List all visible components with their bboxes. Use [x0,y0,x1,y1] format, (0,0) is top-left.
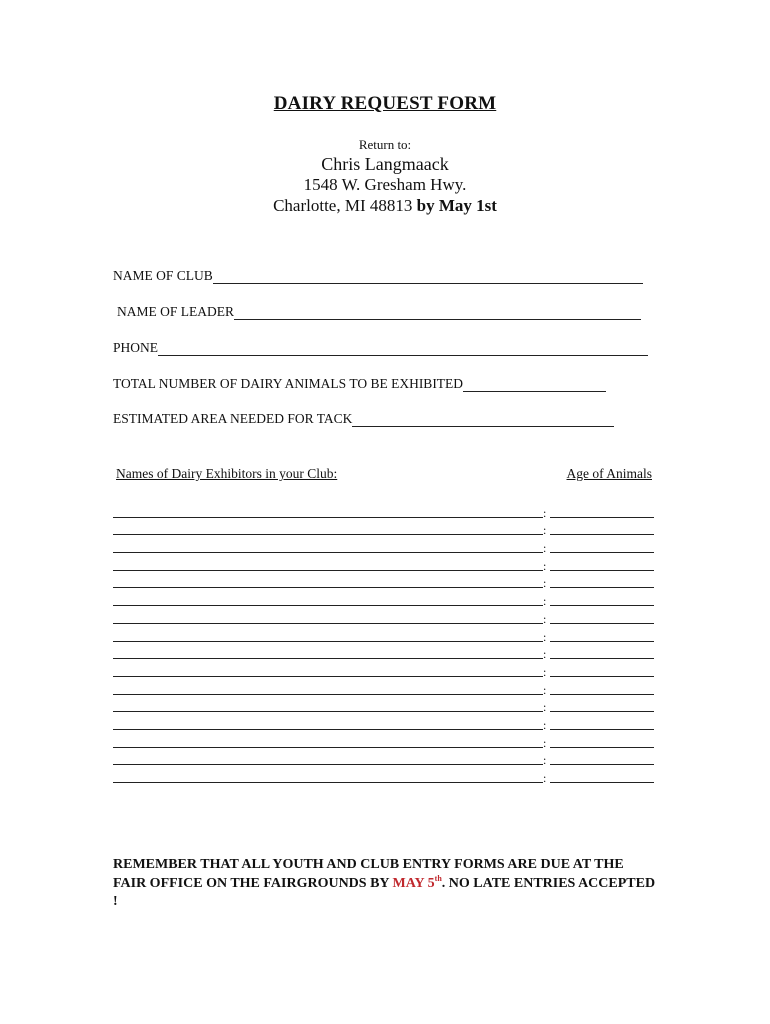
exhibitor-row [113,571,654,589]
exhibitor-row [113,588,654,609]
row-separator: : [543,753,547,768]
exhibitor-row [113,518,654,536]
club-name-line[interactable] [213,269,643,284]
leader-name-line[interactable] [234,305,641,320]
row-separator: : [543,735,547,750]
row-separator: : [543,664,547,679]
row-separator: : [543,771,547,785]
tack-area-label: ESTIMATED AREA NEEDED FOR TACK [113,411,353,426]
exhibitor-row [113,606,654,624]
contact-city-deadline [0,196,770,216]
exhibitor-row [113,500,654,518]
row-separator: : [543,558,547,573]
row-separator: : [543,629,547,644]
animal-count-label: TOTAL NUMBER OF DAIRY ANIMALS TO BE EXHIBITED [113,376,464,391]
phone-field[interactable] [113,340,648,356]
animal-count-line[interactable] [463,377,606,392]
exhibitor-row [113,748,654,766]
tack-area-line[interactable] [352,412,614,427]
row-separator: : [543,611,547,626]
row-separator: : [543,576,547,591]
contact-street: 1548 W. Gresham Hwy. [303,175,467,194]
leader-name-label: NAME OF LEADER [117,304,234,319]
phone-line[interactable] [158,341,648,356]
exhibitor-row [113,730,654,748]
row-separator: : [543,717,547,732]
row-separator: : [543,647,547,662]
deadline-notice [113,856,658,912]
row-separator: : [543,700,547,715]
exhibitor-row [113,535,654,556]
exhibitor-row [113,765,654,783]
phone-label: PHONE [113,340,159,355]
exhibitor-row [113,642,654,660]
row-separator: : [543,505,547,520]
notice-text-end: . NO LATE ENTRIES ACCEPTED ! [113,875,656,909]
exhibitor-rows [113,500,654,783]
exhibitor-row [113,624,654,642]
row-separator: : [543,541,547,556]
animal-count-field[interactable] [113,376,606,392]
return-to-label: Return to: [358,137,412,152]
row-separator: : [543,523,547,538]
contact-city: Charlotte, MI 48813 [273,196,413,215]
exhibitor-row [113,553,654,571]
contact-name: Chris Langmaack [321,154,449,174]
club-name-label: NAME OF CLUB [113,268,213,283]
exhibitor-names-header: Names of Dairy Exhibitors in your Club: [116,466,338,481]
notice-due-date: MAY 5th [392,873,442,891]
deadline: by May 1st [416,196,497,215]
exhibitor-row [113,677,654,695]
exhibitor-name-line[interactable] [113,782,543,783]
notice-text: REMEMBER THAT ALL YOUTH AND CLUB ENTRY FORMS ARE DUE AT THE FAIR OFFICE ON THE FAIRGROUNDS BY [113,857,624,891]
club-name-field[interactable] [113,268,643,284]
exhibitor-row [113,659,654,677]
tack-area-field[interactable] [113,411,614,427]
leader-name-field[interactable] [117,304,641,320]
exhibitor-row [113,695,654,713]
exhibitor-row [113,712,654,730]
animal-age-line[interactable] [550,782,654,783]
row-separator: : [543,682,547,697]
animal-age-header: Age of Animals [566,466,652,481]
row-separator: : [543,594,547,609]
form-title: DAIRY REQUEST FORM [273,93,497,114]
